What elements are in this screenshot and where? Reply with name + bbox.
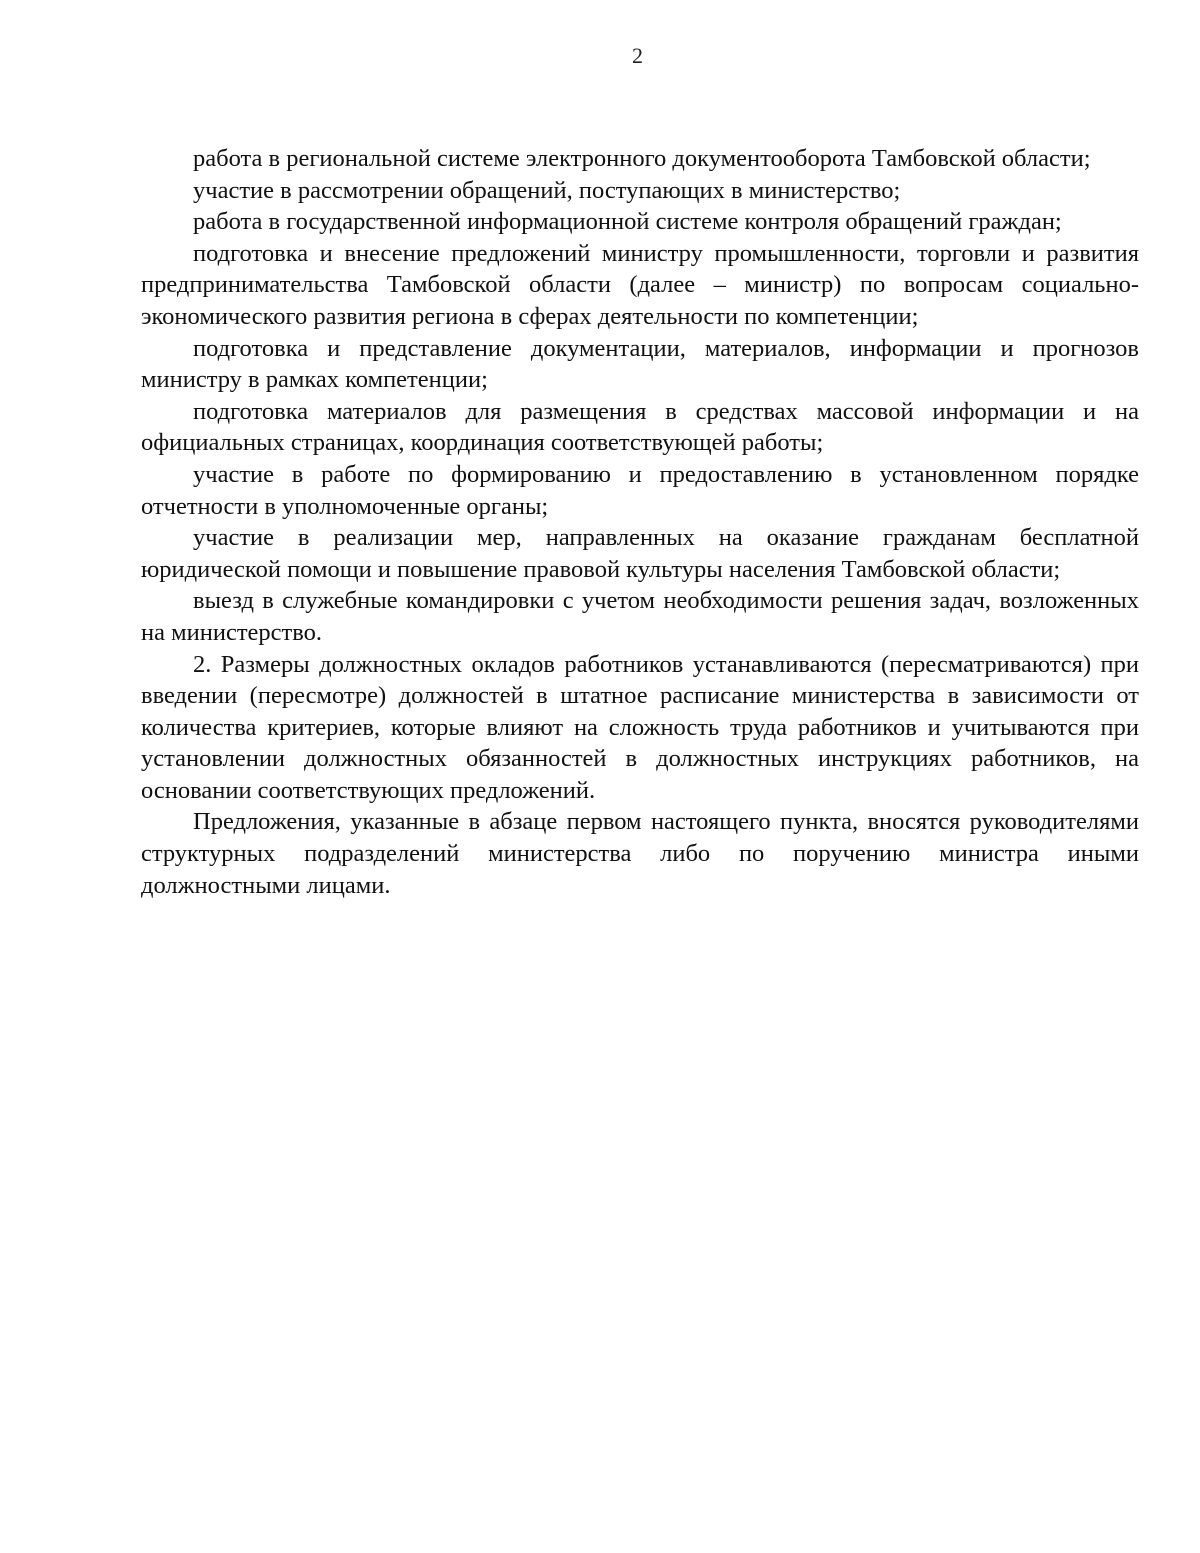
paragraph-proposals: подготовка и внесение предложений министру промышленности, торговли и развития предпринимательства Тамбовской области (далее – министр) по вопросам социально-экономического развития региона в сферах деятельности по компетенции; xyxy=(141,239,1139,330)
document-body xyxy=(141,143,1139,901)
page-number: 2 xyxy=(632,43,643,68)
paragraph-media: подготовка материалов для размещения в средствах массовой информации и на официальных страницах, координация соответствующей работы; xyxy=(141,397,1139,457)
paragraph-item-2-salaries: 2. Размеры должностных окладов работников устанавливаются (пересматриваются) при введении (пересмотре) должностей в штатное расписание министерства в зависимости от количества критериев, которые влияют на сложность труда работников и учитываются при установлении должностных обязанностей в должностных инструкциях работников, на основании соответствующих предложений. xyxy=(141,650,1139,804)
paragraph-legal-aid: участие в реализации мер, направленных на оказание гражданам бесплатной юридической помощи и повышение правовой культуры населения Тамбовской области; xyxy=(141,524,1139,583)
paragraph-reporting: участие в работе по формированию и предоставлению в установленном порядке отчетности в уполномоченные органы; xyxy=(141,460,1139,520)
paragraph-appeals-review: участие в рассмотрении обращений, поступающих в министерство; xyxy=(193,176,901,204)
paragraph-business-trips: выезд в служебные командировки с учетом необходимости решения задач, возложенных на министерство. xyxy=(141,587,1139,646)
paragraph-edms: работа в региональной системе электронного документооборота Тамбовской области; xyxy=(193,145,1091,172)
paragraph-appeals-system: работа в государственной информационной системе контроля обращений граждан; xyxy=(193,208,1062,236)
paragraph-proposals-submitted: Предложения, указанные в абзаце первом настоящего пункта, вносятся руководителями структурных подразделений министерства либо по поручению министра иными должностными лицами. xyxy=(141,808,1139,899)
paragraph-documentation: подготовка и представление документации, материалов, информации и прогнозов министру в рамках компетенции; xyxy=(141,334,1139,394)
